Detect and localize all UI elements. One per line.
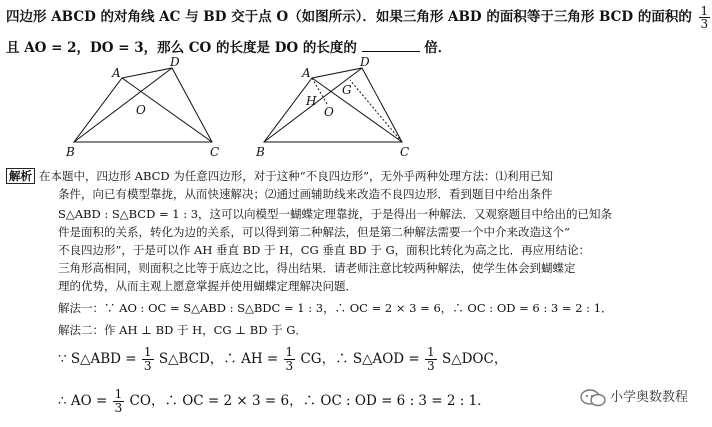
question-text-1: 四边形 ABCD 的对角线 AC 与 BD 交于点 O（如图所示）．如果三角形 ABD 的面积等于三角形 BCD 的面积的 [6,9,692,25]
question-line-2 [6,36,451,56]
method-one: 解法一：∵ AO : OC = S△ABD : S△BDC = 1 : 3，∴ OC = 2 × 3 = 6，∴ OC : OD = 6 : 3 = 2 : 1． [58,301,613,315]
fraction-denominator: 3 [700,17,709,31]
label-c: C [210,145,220,159]
fraction-numerator: 1 [143,345,152,359]
fraction-numerator: 1 [427,345,435,359]
math-row2-a: ∴ AO = [58,393,108,409]
question-fraction [699,5,711,30]
math-row1-d: S△DOC， [441,351,508,367]
math-fraction [142,346,154,373]
answer-blank [362,39,420,52]
label-o: O [136,103,146,117]
solution-line-2: 条件，向已有模型靠拢，从而快速解决；⑵通过画辅助线来改造不良四边形．看到题目中给出条件 [58,187,553,201]
math-fraction [113,388,125,415]
label-a: A [112,66,121,80]
solution-line-6: 三角形高相同，则面积之比等于底边之比，得出结果．请老师注意比较两种解法，使学生体会到蝴蝶定 [58,261,576,275]
math-fraction [284,346,296,373]
label-b: B [256,145,265,159]
label-h: H [306,94,317,108]
math-row1-c: CG，∴ S△AOD = [300,351,420,367]
label-a: A [302,66,311,80]
label-g: G [342,83,352,97]
solution-line-4: 件是面积的关系，转化为边的关系，可以得到第二种解法，但是第二种解法需要一个中介来改造这个“ [58,225,570,239]
method-two: 解法二：作 AH ⊥ BD 于 H，CG ⊥ BD 于 G． [58,323,307,337]
solution-text: 在本题中，四边形 ABCD 为任意四边形，对于这种“不良四边形”，无外乎两种处理方法：⑴利用已知 [39,169,554,183]
label-c: C [400,145,410,159]
math-row-1 [58,346,507,373]
watermark-text: 小学奥数教程 [609,390,688,405]
label-d: D [360,55,370,69]
question-text-2-end: 倍． [424,40,452,56]
math-row-2 [58,388,491,415]
math-row1-a: ∵ S△ABD = [58,351,137,367]
fraction-numerator: 1 [114,387,123,401]
quadrilateral-figure-left [64,55,234,160]
wechat-logo-icon [580,389,606,407]
fraction-numerator: 1 [285,345,294,359]
solution-line-5: 不良四边形”，于是可以作 AH 垂直 BD 于 H，CG 垂直 BD 于 G，面积比转化为高之比．再应用结论： [58,243,591,257]
solution-badge: 解析 [6,168,35,184]
quadrilateral-figure-right [254,55,424,160]
math-fraction [425,346,437,373]
math-row1-b: S△BCD，∴ AH = [158,351,279,367]
solution-line-7: 理的优势，从而主观上愿意掌握并使用蝴蝶定理解决问题． [58,279,357,293]
watermark [580,386,688,407]
fraction-denominator: 3 [143,359,152,373]
solution-line-1 [6,168,553,185]
label-d: D [170,55,180,69]
label-b: B [66,145,75,159]
label-o: O [324,105,334,119]
solution-line-3: S△ABD : S△BCD = 1 : 3，这可以向模型一蝴蝶定理靠拢，于是得出一种解法．又观察题目中给出的已知条 [58,207,613,221]
fraction-denominator: 3 [285,359,294,373]
fraction-numerator: 1 [700,4,709,18]
fraction-denominator: 3 [114,401,123,415]
math-row2-b: CO，∴ OC = 2 × 3 = 6，∴ OC : OD = 6 : 3 = 2 : 1． [129,393,491,409]
question-text-2: 且 AO = 2，DO = 3，那么 CO 的长度是 DO 的长度的 [6,40,357,56]
fraction-denominator: 3 [427,359,435,373]
question-line-1 [6,5,712,30]
